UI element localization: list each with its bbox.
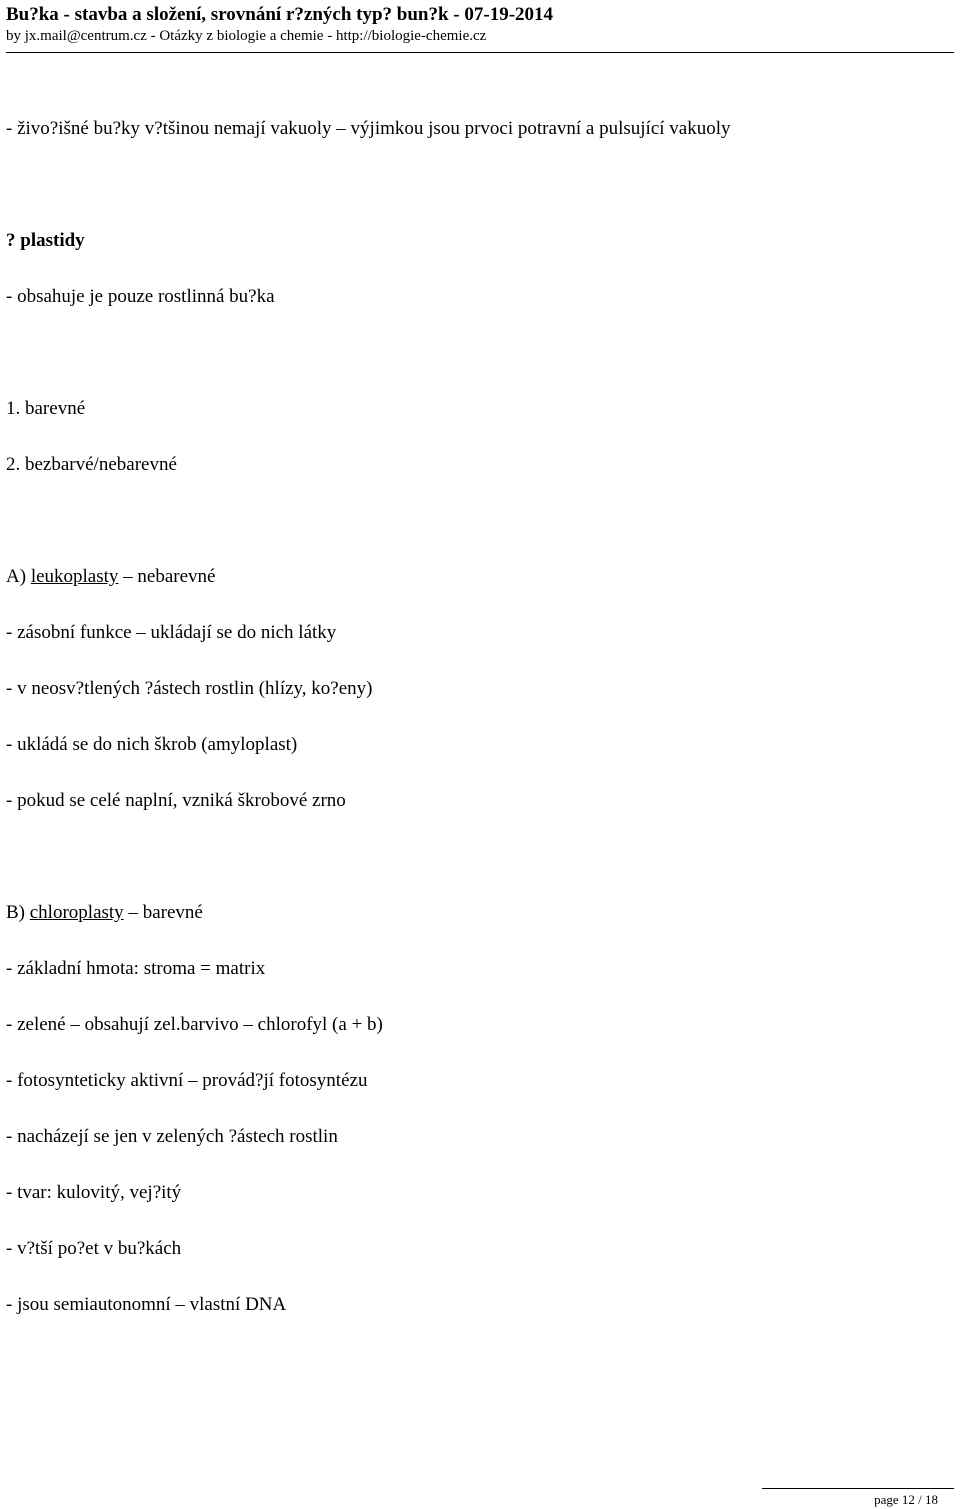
leukoplasty-description: – nebarevné xyxy=(118,566,216,587)
text-line-stroma: - základní hmota: stroma = matrix xyxy=(6,958,266,979)
chloroplasty-description: – barevné xyxy=(123,902,203,923)
text-line-pocet: - v?tší po?et v bu?kách xyxy=(6,1238,182,1259)
document-byline: by jx.mail@centrum.cz - Otázky z biologie a chemie - http://biologie-chemie.cz xyxy=(6,28,487,44)
list-item-bezbarve: 2. bezbarvé/nebarevné xyxy=(6,454,177,475)
text-line-chlorofyl: - zelené – obsahují zel.barvivo – chlorofyl (a + b) xyxy=(6,1014,383,1035)
page-header xyxy=(6,0,954,53)
text-line-zasobni: - zásobní funkce – ukládají se do nich látky xyxy=(6,622,337,643)
text-line-rostlinna: - obsahuje je pouze rostlinná bu?ka xyxy=(6,286,275,307)
text-line-neosvetlenych: - v neosv?tlených ?ástech rostlin (hlízy, ko?eny) xyxy=(6,678,373,699)
text-line-semiautonomni: - jsou semiautonomní – vlastní DNA xyxy=(6,1294,287,1315)
page-footer xyxy=(762,1488,954,1509)
term-leukoplasty: leukoplasty xyxy=(30,566,119,587)
subsection-chloroplasty xyxy=(6,902,203,924)
list-item-barevne: 1. barevné xyxy=(6,398,86,419)
text-line-tvar: - tvar: kulovitý, vej?itý xyxy=(6,1182,182,1203)
section-heading-plastidy: ? plastidy xyxy=(6,230,85,251)
text-line-vakuoly: - živo?išné bu?ky v?tšinou nemají vakuoly – výjimkou jsou prvoci potravní a pulsující vakuoly xyxy=(6,118,731,139)
subsection-prefix-b: B) xyxy=(6,902,25,923)
text-line-zelenych-castech: - nacházejí se jen v zelených ?ástech rostlin xyxy=(6,1126,338,1147)
text-line-skrobove-zrno: - pokud se celé naplní, vzniká škrobové zrno xyxy=(6,790,346,811)
document-title: Bu?ka - stavba a složení, srovnání r?zných typ? bun?k - 07-19-2014 xyxy=(6,4,554,25)
term-chloroplasty: chloroplasty xyxy=(29,902,124,923)
text-line-fotosynteza: - fotosynteticky aktivní – provád?jí fotosyntézu xyxy=(6,1070,368,1091)
subsection-prefix-a: A) xyxy=(6,566,27,587)
page-number: page 12 / 18 xyxy=(874,1492,938,1507)
text-line-skrob: - ukládá se do nich škrob (amyloplast) xyxy=(6,734,298,755)
subsection-leukoplasty xyxy=(6,566,215,588)
